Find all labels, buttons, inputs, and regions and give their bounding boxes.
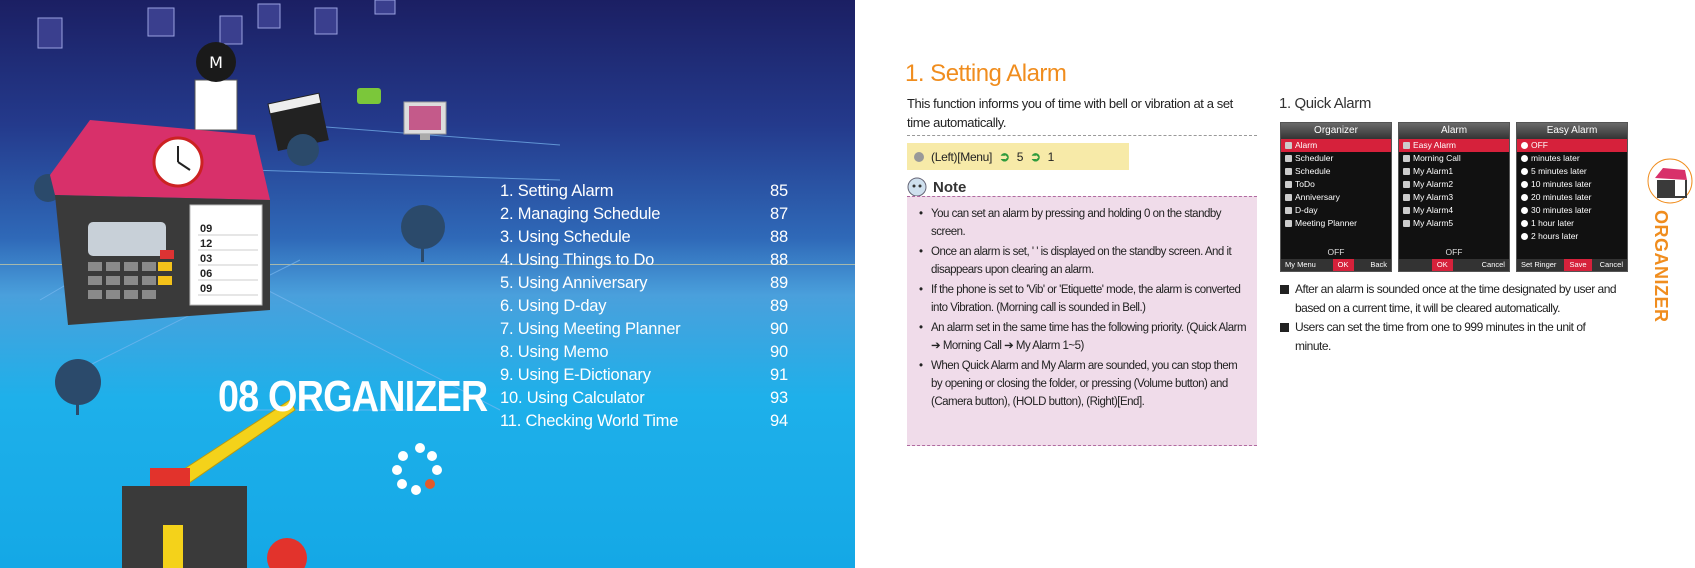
left-key-icon [914, 152, 924, 162]
toc-page: 90 [770, 320, 788, 338]
right-softkey[interactable]: Cancel [1599, 260, 1623, 269]
screen-menu-item[interactable]: My Alarm5 [1399, 217, 1509, 230]
toc-page: 91 [770, 366, 788, 384]
phone-screen [1516, 122, 1628, 272]
toc-row[interactable] [500, 387, 800, 410]
screen-status: OFF [1327, 247, 1345, 257]
toc-label: 4. Using Things to Do [500, 251, 655, 269]
clock-row-label: 12 [200, 238, 213, 250]
note-item: • When Quick Alarm and My Alarm are sounded, you can stop them by opening or closing the folder, or pressing (Volume button) and (Camera button), (HOLD button), (Right)[End]. [919, 357, 1247, 411]
manual-page [855, 0, 1695, 568]
softkey-bar [1517, 259, 1627, 271]
toc-label: 10. Using Calculator [500, 389, 645, 407]
intro-text: This function informs you of time with bell or vibration at a set time automatically. [907, 96, 1233, 130]
screen-menu-item[interactable]: Alarm [1281, 139, 1391, 152]
center-softkey[interactable]: Save [1564, 259, 1591, 271]
screen-menu-item[interactable]: Scheduler [1281, 152, 1391, 165]
clock-row-label: 09 [200, 283, 213, 295]
toc-page: 88 [770, 228, 788, 246]
toc-page: 90 [770, 343, 788, 361]
screen-menu-item[interactable]: My Alarm3 [1399, 191, 1509, 204]
clock-row-label: 06 [200, 268, 213, 280]
phone-screen [1280, 122, 1392, 272]
section-title: 1. Setting Alarm [905, 60, 1067, 87]
screen-header: Easy Alarm [1517, 123, 1627, 139]
background-buildings [38, 0, 395, 48]
screen-menu-item[interactable]: Easy Alarm [1399, 139, 1509, 152]
menu-key-label: (Left)[Menu] [931, 149, 993, 164]
phone-screen [1398, 122, 1510, 272]
bullet-item: After an alarm is sounded once at the time designated by user and based on a current time, it will be cleared automatically. [1280, 280, 1620, 318]
toc-page: 89 [770, 274, 788, 292]
arrow-icon: ➲ [1030, 148, 1041, 164]
quick-alarm-notes [1280, 280, 1620, 356]
screen-menu-item[interactable]: minutes later [1517, 152, 1627, 165]
right-softkey[interactable]: Cancel [1481, 260, 1505, 269]
bullet-item: Users can set the time from one to 999 minutes in the unit of minute. [1280, 318, 1620, 356]
note-item: • You can set an alarm by pressing and holding 0 on the standby screen. [919, 205, 1247, 241]
screen-menu-item[interactable]: Meeting Planner [1281, 217, 1391, 230]
clock-row-label: 03 [200, 253, 213, 265]
screen-menu-item[interactable]: 5 minutes later [1517, 165, 1627, 178]
screen-status [1517, 246, 1627, 258]
chapter-title: 08 ORGANIZER [218, 372, 488, 421]
screen-menu-item[interactable]: 20 minutes later [1517, 191, 1627, 204]
screen-menu-item[interactable]: OFF [1517, 139, 1627, 152]
toc-row[interactable] [500, 364, 800, 387]
softkey-bar [1399, 259, 1509, 271]
key-path [907, 143, 1129, 170]
screen-header: Organizer [1281, 123, 1391, 139]
toc-label: 11. Checking World Time [500, 412, 679, 430]
toc-label: 7. Using Meeting Planner [500, 320, 681, 338]
organizer-house-icon [1647, 158, 1693, 204]
toc-row[interactable] [500, 318, 800, 341]
screen-menu-item[interactable]: 1 hour later [1517, 217, 1627, 230]
screen-menu-item[interactable]: My Alarm2 [1399, 178, 1509, 191]
loading-dots [392, 443, 442, 495]
right-softkey[interactable]: Back [1370, 260, 1387, 269]
arrow-icon: ➲ [999, 148, 1010, 164]
screen-header: Alarm [1399, 123, 1509, 139]
note-box [907, 196, 1257, 446]
screen-menu-item[interactable]: My Alarm1 [1399, 165, 1509, 178]
toc-label: 2. Managing Schedule [500, 205, 661, 223]
radio-icon [357, 88, 381, 104]
toc-label: 5. Using Anniversary [500, 274, 648, 292]
divider [907, 135, 1257, 136]
toc-label: 6. Using D-day [500, 297, 607, 315]
screen-status: OFF [1445, 247, 1463, 257]
note-item: • Once an alarm is set, ' ' is displayed on the standby screen. And it disappears upon clearing an alarm. [919, 243, 1247, 279]
toc-row[interactable] [500, 203, 800, 226]
toc-row[interactable] [500, 295, 800, 318]
note-icon [907, 177, 927, 197]
toc-page: 88 [770, 251, 788, 269]
clock-row-label: 09 [200, 223, 213, 235]
toc-page: 85 [770, 182, 788, 200]
left-softkey[interactable]: My Menu [1285, 260, 1316, 269]
toc-row[interactable] [500, 341, 800, 364]
key-5: 5 [1016, 149, 1024, 164]
note-item: • If the phone is set to 'Vib' or 'Etiquette' mode, the alarm is converted into Vibration. (Morning call is sounded in Bell.) [919, 281, 1247, 317]
toc-label: 1. Setting Alarm [500, 182, 614, 200]
screen-menu-item[interactable]: 10 minutes later [1517, 178, 1627, 191]
toc-page: 94 [770, 412, 788, 430]
softkey-bar [1281, 259, 1391, 271]
screen-menu-item[interactable]: D-day [1281, 204, 1391, 217]
toc-row[interactable] [500, 180, 800, 203]
crane [122, 400, 307, 568]
screen-menu-item[interactable]: Schedule [1281, 165, 1391, 178]
key-1: 1 [1047, 149, 1055, 164]
toc-label: 3. Using Schedule [500, 228, 631, 246]
left-softkey[interactable]: Set Ringer [1521, 260, 1557, 269]
toc-page: 87 [770, 205, 788, 223]
note-item: • An alarm set in the same time has the following priority. (Quick Alarm ➔ Morning Call ➔ My Alarm 1~5) [919, 319, 1247, 355]
quick-alarm-title: 1. Quick Alarm [1279, 95, 1371, 112]
screen-menu-item[interactable]: Morning Call [1399, 152, 1509, 165]
toc-row[interactable] [500, 410, 800, 433]
organizer-house [50, 120, 270, 325]
toc-row[interactable] [500, 272, 800, 295]
tower-building [195, 42, 237, 130]
note-header: Note [907, 177, 966, 197]
side-tab: ORGANIZER [1651, 210, 1671, 323]
screen-menu-item[interactable]: 2 hours later [1517, 230, 1627, 243]
center-softkey[interactable]: OK [1333, 259, 1354, 271]
toc-row[interactable] [500, 226, 800, 249]
screen-menu-item[interactable]: My Alarm4 [1399, 204, 1509, 217]
table-of-contents [500, 180, 800, 433]
toc-label: 9. Using E-Dictionary [500, 366, 651, 384]
screen-menu-item[interactable]: ToDo [1281, 178, 1391, 191]
tv-icon [404, 102, 446, 140]
toc-row[interactable] [500, 249, 800, 272]
screen-menu-item[interactable]: Anniversary [1281, 191, 1391, 204]
center-softkey[interactable]: OK [1432, 259, 1453, 271]
toc-label: 8. Using Memo [500, 343, 609, 361]
svg-text:M: M [209, 53, 223, 72]
screen-menu-item[interactable]: 30 minutes later [1517, 204, 1627, 217]
toc-page: 89 [770, 297, 788, 315]
toc-page: 93 [770, 389, 788, 407]
